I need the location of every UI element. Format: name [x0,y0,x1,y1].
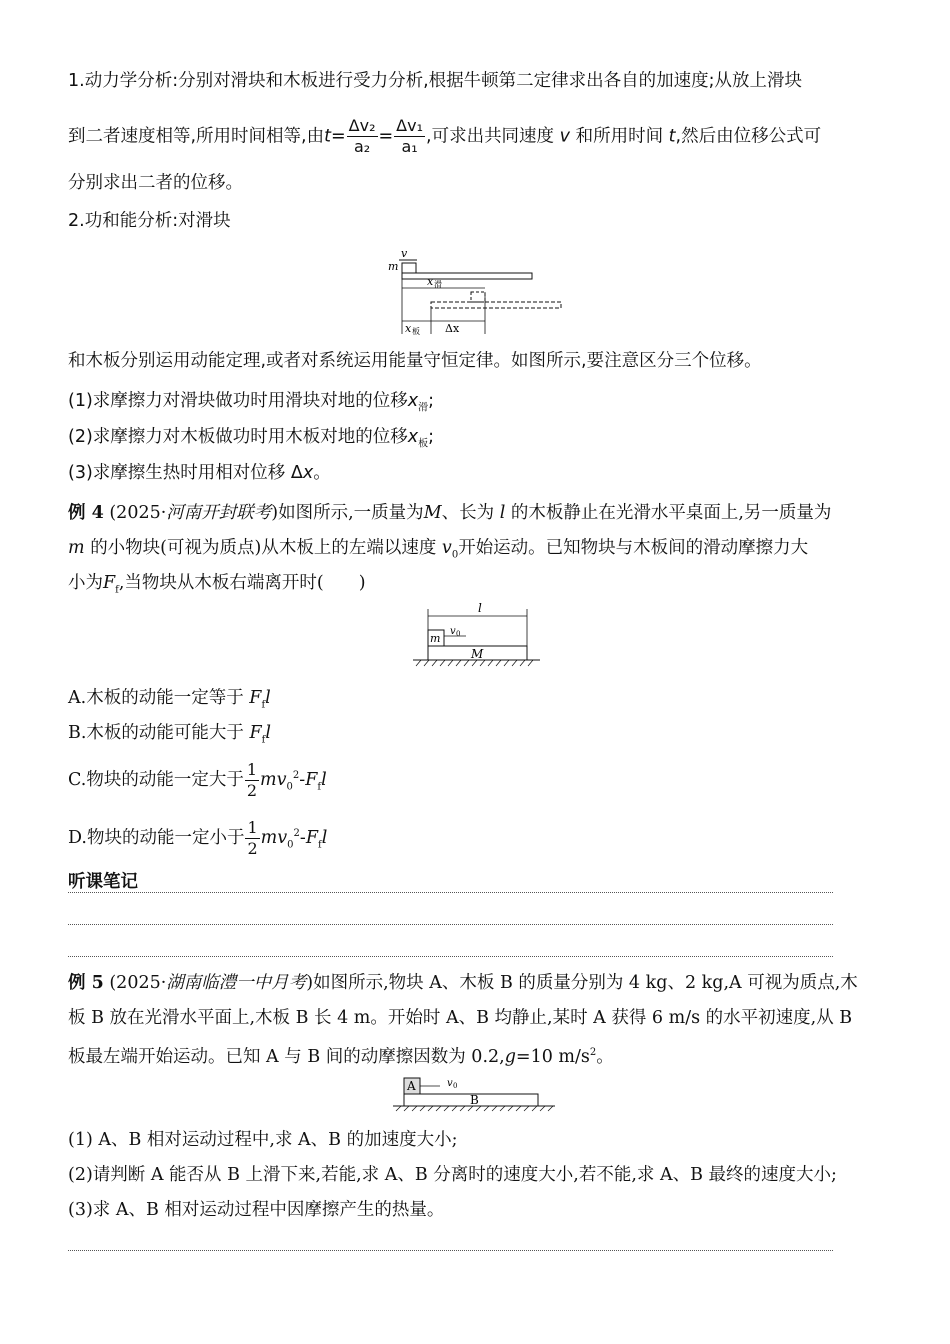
example5-source: 湖南临澧一中月考 [166,973,307,993]
answer-line [68,1250,833,1251]
fig1-slider-final [471,292,485,302]
svg-text:M: M [471,647,484,661]
example4-label: 例 4 [68,503,104,523]
example5-q3: (3)求 A、B 相对运动过程中因摩擦产生的热量。 [68,1200,445,1220]
fig1-board [402,273,532,279]
ab-block-diagram [390,1074,560,1114]
svg-text:0: 0 [453,1082,458,1090]
example5-line2: 板 B 放在光滑水平面上,木板 B 长 4 m。开始时 A、B 均静止,某时 A 获得 6 m/s 的水平初速度,从 B [68,1008,853,1028]
svg-text:滑: 滑 [434,280,442,289]
example4-line2: m 的小物块(可视为质点)从木板上的左端以速度 $v_0$开始运动。已知物块与木板间的滑动摩擦力大 [68,538,809,561]
notes-line-3 [68,956,833,957]
fig1-m-label: m [388,260,399,273]
notes-line-2 [68,924,833,925]
section2-item3: (3)求摩擦生热时用相对位移 Δx。 [68,463,331,483]
fig1-board-final [431,302,561,308]
example5-label: 例 5 [68,973,104,993]
fig1-v-label: v [401,247,408,260]
example5-line1: 例 5 (2025·湖南临澧一中月考)如图所示,物块 A、木板 B 的质量分别为 4 kg、2 kg,A 可视为质点,木 [68,973,858,993]
svg-text:0: 0 [456,630,461,638]
section2-item1: (1)求摩擦力对滑块做功时用滑块对地的位移$x_滑$; [68,391,435,414]
example5-q2: (2)请判断 A 能否从 B 上滑下来,若能,求 A、B 分离时的速度大小,若不能,求 A、B 最终的速度大小; [68,1165,837,1185]
svg-text:m: m [430,632,441,645]
example4-source: 河南开封联考 [166,503,272,523]
option-d: D.物块的动能一定小于 $\frac{1}{2}$ $mv_0^2-F_fl$ [68,818,328,858]
svg-text:B: B [470,1093,479,1107]
svg-text:Δx: Δx [445,322,460,335]
section2-line2: 和木板分别运用动能定理,或者对系统运用能量守恒定律。如图所示,要注意区分三个位移。 [68,351,762,371]
section2-item2: (2)求摩擦力对木板做功时用木板对地的位移$x_板$; [68,427,435,450]
section2-line1: 2.功和能分析:对滑块 [68,211,231,231]
slider-board-diagram [385,246,570,338]
fig1-slider-block [402,263,416,273]
section1-line1: 1.动力学分析:分别对滑块和木板进行受力分析,根据牛顿第二定律求出各自的加速度;从放上滑块 [68,71,803,91]
notes-line-1 [68,892,833,893]
example4-line3: 小为$F_f$,当物块从木板右端离开时( ) [68,573,366,596]
option-a: A.木板的动能一定等于 $F_fl$ [68,688,271,711]
option-c: C.物块的动能一定大于 $\frac{1}{2}$ $mv_0^2-F_fl$ [68,760,327,800]
section1-line3: 分别求出二者的位移。 [68,173,243,193]
svg-text:x: x [405,322,412,335]
notes-title: 听课笔记 [68,872,138,892]
svg-text:板: 板 [412,327,420,336]
section1-line2: 到二者速度相等,所用时间相等,由t= $\frac{\text{Δv₂}}{\text{a₂}}$ = $\frac{\text{Δv₁}}{\text{a₁}}$ ,可求出共同速度 v 和所用时间 t,然后由位移公式可 [68,116,822,156]
example5-q1: (1) A、B 相对运动过程中,求 A、B 的加速度大小; [68,1130,458,1150]
fraction-dv1-a1: $\frac{\text{Δv₁}}{\text{a₁}}$ [396,116,423,156]
fraction-dv2-a2: $\frac{\text{Δv₂}}{\text{a₂}}$ [348,116,376,156]
svg-text:v: v [447,1078,453,1089]
block-board-diagram [408,600,543,670]
example5-line3: 板最左端开始运动。已知 A 与 B 间的动摩擦因数为 0.2,g=10 $m/s^2$。 [68,1046,614,1067]
svg-text:v: v [450,626,456,637]
option-b: B.木板的动能可能大于 $F_fl$ [68,723,271,746]
svg-text:l: l [478,601,482,615]
svg-text:A: A [407,1079,416,1093]
example4-line1: 例 4 (2025·河南开封联考)如图所示,一质量为M、长为 l 的木板静止在光滑水平桌面上,另一质量为 [68,503,832,523]
svg-text:x: x [427,275,434,288]
